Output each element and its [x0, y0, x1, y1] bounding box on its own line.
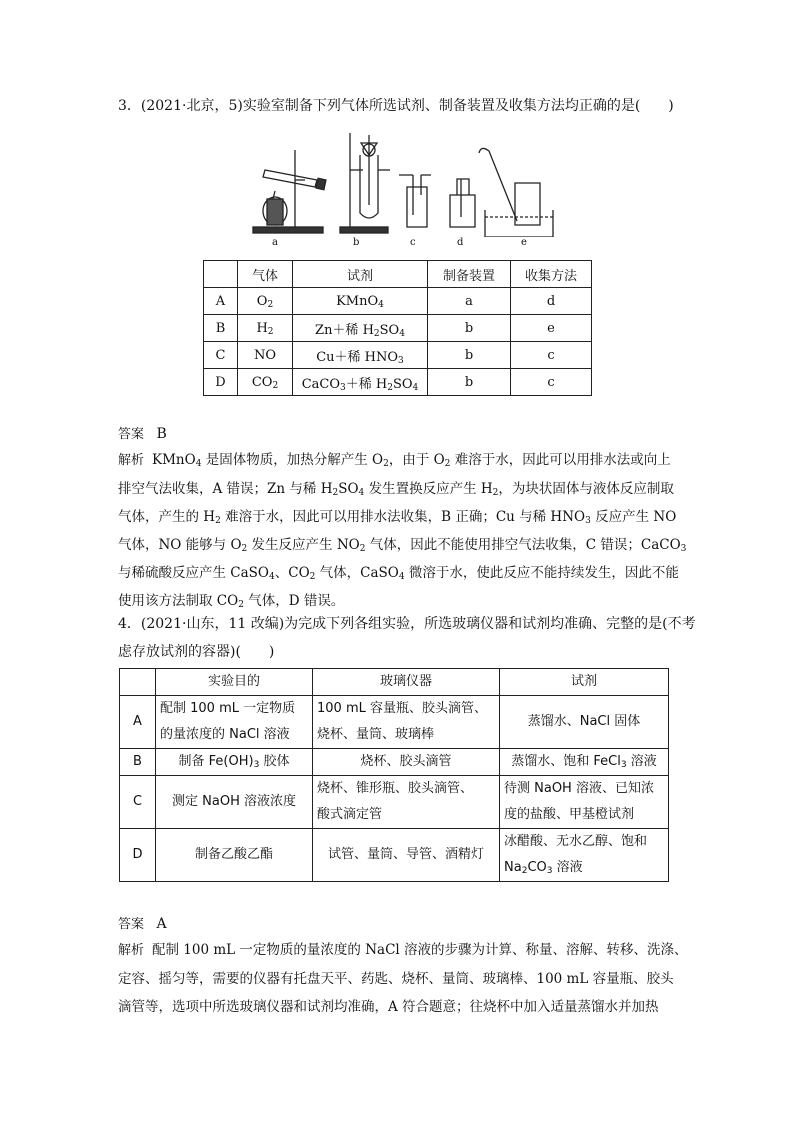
cell-line: 度的盐酸、甲基橙试剂: [504, 807, 635, 822]
reagent-cell: [500, 749, 669, 776]
gas-cell: NO: [238, 342, 293, 369]
reagent-cell: Cu＋稀 $HNO_3$: [293, 342, 428, 369]
purpose-cell: [156, 829, 313, 882]
apparatus-label-c: c: [410, 237, 416, 248]
table-row: [204, 315, 592, 342]
apparatus-figure: [245, 125, 565, 255]
cell-line: 配制 100 mL 一定物质: [160, 701, 296, 716]
purpose-cell: [156, 749, 313, 776]
answer-value: A: [156, 916, 167, 932]
device-cell: b: [428, 342, 511, 369]
option-cell: C: [204, 342, 238, 369]
analysis-line: 气体，产生的 $H_2$ 难溶于水，因此可以用排水法收集，B 正确；Cu 与稀 $HNO_3$ 反应产生 NO: [118, 509, 677, 526]
option-cell: B: [204, 315, 238, 342]
apparatus-drawing: [245, 125, 565, 237]
cell-line: 烧杯、量筒、玻璃棒: [317, 727, 435, 742]
option-cell: D: [120, 829, 156, 882]
cell-line: 烧杯、锥形瓶、胶头滴管、: [317, 781, 474, 796]
analysis-line: 定容、摇匀等，需要的仪器有托盘天平、药匙、烧杯、量筒、玻璃棒、100 mL 容量瓶、胶头: [118, 971, 674, 987]
q3-answer: [118, 424, 167, 445]
analysis-text: KMnO$_4$ 是固体物质，加热分解产生 $O_2$，由于 $O_2$ 难溶于水，因此可以用排水法或向上: [152, 452, 671, 469]
cell-line: 制备 $Fe(OH)_3$ 胶体: [178, 754, 290, 770]
table-header-cell: 制备装置: [428, 261, 511, 288]
reagent-cell: KMnO$_4$: [293, 288, 428, 315]
table-header-cell: [204, 261, 238, 288]
device-cell: b: [428, 315, 511, 342]
cell-line: 蒸馏水、NaCl 固体: [527, 714, 641, 729]
q3-stem: 3．(2021·北京，5)实验室制备下列气体所选试剂、制备装置及收集方法均正确的是( ): [118, 98, 674, 114]
analysis-line: 排空气法收集，A 错误；Zn 与稀 $H_2SO_4$ 发生置换反应产生 $H_2$，为块状固体与液体反应制取: [118, 481, 674, 498]
q4-table: [119, 668, 669, 882]
q4-stem-line: 虑存放试剂的容器)( ): [118, 644, 275, 660]
collect-cell: c: [511, 342, 592, 369]
collect-cell: c: [511, 369, 592, 396]
answer-value: B: [156, 426, 167, 442]
analysis-line: 滴管等，选项中所选玻璃仪器和试剂均准确，A 符合题意；往烧杯中加入适量蒸馏水并加热: [118, 999, 659, 1015]
analysis-line: [118, 936, 688, 965]
table-row: [120, 696, 669, 749]
reagent-cell: Zn＋稀 $H_2SO_4$: [293, 315, 428, 342]
table-row: [204, 288, 592, 315]
cell-line: $Na_2CO_3$ 溶液: [504, 860, 583, 876]
option-cell: D: [204, 369, 238, 396]
analysis-label: 解析: [118, 943, 145, 958]
analysis-line: [118, 446, 678, 475]
analysis-line: 与稀硫酸反应产生 CaSO$_4$、$CO_2$ 气体，CaSO$_4$ 微溶于水，使此反应不能持续发生，因此不能: [118, 565, 679, 582]
cell-line: 测定 NaOH 溶液浓度: [172, 794, 296, 809]
reagent-cell: CaCO$_3$＋稀 $H_2SO_4$: [293, 369, 428, 396]
q4-answer: [118, 914, 167, 935]
table-row: [120, 776, 669, 829]
cell-line: 冰醋酸、无水乙醇、饱和: [504, 834, 648, 849]
apparatus-label-b: b: [353, 237, 360, 248]
table-header-cell: 收集方法: [511, 261, 592, 288]
cell-line: 烧杯、胶头滴管: [360, 754, 452, 769]
table-header-cell: 实验目的: [156, 669, 313, 696]
purpose-cell: [156, 776, 313, 829]
table-header-cell: 试剂: [500, 669, 669, 696]
apparatus-label-d: d: [457, 237, 464, 248]
analysis-text: 配制 100 mL 一定物质的量浓度的 NaCl 溶液的步骤为计算、称量、溶解、转移、洗涤、: [152, 942, 688, 958]
table-header-cell: 试剂: [293, 261, 428, 288]
gas-cell: $CO_2$: [238, 369, 293, 396]
cell-line: 试管、量筒、导管、酒精灯: [327, 847, 484, 862]
glass-cell: [313, 829, 500, 882]
cell-line: 的量浓度的 NaCl 溶液: [160, 727, 290, 742]
analysis-line: 气体，NO 能够与 $O_2$ 发生反应产生 $NO_2$ 气体，因此不能使用排空气法收集，C 错误；CaCO$_3$: [118, 537, 687, 554]
answer-label: 答案: [118, 427, 145, 442]
table-header-row: [120, 669, 669, 696]
glass-cell: [313, 749, 500, 776]
table-row: [204, 369, 592, 396]
analysis-line: 使用该方法制取 $CO_2$ 气体，D 错误。: [118, 593, 345, 610]
collect-cell: e: [511, 315, 592, 342]
device-cell: b: [428, 369, 511, 396]
option-cell: C: [120, 776, 156, 829]
glass-cell: [313, 776, 500, 829]
q4-analysis: [118, 936, 688, 1021]
q3-analysis: [118, 446, 687, 615]
q3-table: [203, 260, 592, 396]
apparatus-label-e: e: [521, 237, 527, 248]
reagent-cell: [500, 776, 669, 829]
cell-line: 蒸馏水、饱和 FeCl$_3$ 溶液: [511, 754, 657, 770]
device-cell: a: [428, 288, 511, 315]
table-header-cell: 玻璃仪器: [313, 669, 500, 696]
glass-cell: [313, 696, 500, 749]
option-cell: B: [120, 749, 156, 776]
apparatus-label-a: a: [272, 237, 278, 248]
reagent-cell: [500, 829, 669, 882]
cell-line: 100 mL 容量瓶、胶头滴管、: [317, 701, 487, 716]
purpose-cell: [156, 696, 313, 749]
option-cell: A: [120, 696, 156, 749]
q4-stem-line: 4．(2021·山东，11 改编)为完成下列各组实验，所选玻璃仪器和试剂均准确、完整的是(不考: [118, 616, 696, 632]
table-header-cell: [120, 669, 156, 696]
collect-cell: d: [511, 288, 592, 315]
cell-line: 制备乙酸乙酯: [194, 847, 273, 862]
table-row: [120, 749, 669, 776]
gas-cell: $O_2$: [238, 288, 293, 315]
table-row: [120, 829, 669, 882]
q4-stem: [118, 610, 696, 666]
answer-label: 答案: [118, 917, 145, 932]
analysis-label: 解析: [118, 453, 145, 468]
cell-line: 待测 NaOH 溶液、已知浓: [504, 781, 654, 796]
table-header-row: [204, 261, 592, 288]
gas-cell: $H_2$: [238, 315, 293, 342]
table-row: [204, 342, 592, 369]
table-header-cell: 气体: [238, 261, 293, 288]
reagent-cell: [500, 696, 669, 749]
cell-line: 酸式滴定管: [317, 807, 383, 822]
option-cell: A: [204, 288, 238, 315]
